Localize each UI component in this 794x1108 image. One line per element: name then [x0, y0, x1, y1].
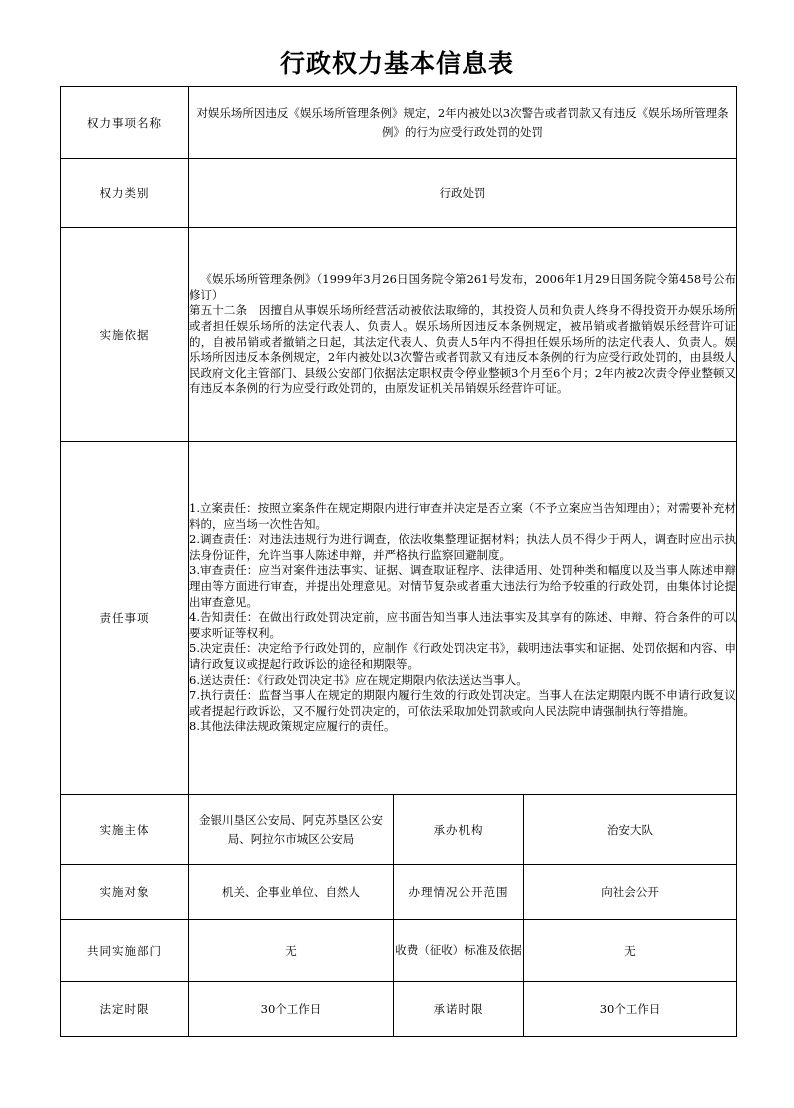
row-responsibility	[61, 442, 737, 795]
responsibility-item: 8.其他法律法规政策规定应履行的责任。	[189, 719, 396, 734]
value-handling-agency: 治安大队	[524, 795, 737, 865]
label-promised-time-limit: 承诺时限	[394, 982, 524, 1037]
label-power-type: 权力类别	[61, 159, 189, 228]
label-target: 实施对象	[61, 865, 189, 920]
label-legal-time-limit: 法定时限	[61, 982, 189, 1037]
value-power-name: 对娱乐场所因违反《娱乐场所管理条例》规定，2年内被处以3次警告或者罚款又有违反《娱乐场所管理条例》的行为应受行政处罚的处罚	[189, 87, 737, 159]
row-time-limit	[61, 982, 737, 1037]
value-fee-standard: 无	[524, 920, 737, 982]
label-joint-department: 共同实施部门	[61, 920, 189, 982]
value-basis	[189, 228, 737, 442]
info-table	[60, 86, 737, 1037]
label-basis: 实施依据	[61, 228, 189, 442]
responsibility-item: 6.送达责任：《行政处罚决定书》应在规定期限内依法送达当事人。	[189, 672, 528, 687]
value-joint-department: 无	[189, 920, 394, 982]
row-power-name	[61, 87, 737, 159]
row-subject	[61, 795, 737, 865]
value-responsibility	[189, 442, 737, 795]
row-target	[61, 865, 737, 920]
basis-paragraph-article: 第五十二条 因擅自从事娱乐场所经营活动被依法取缔的，其投资人员和负责人终身不得投资开办娱乐场所或者担任娱乐场所的法定代表人、负责人。娱乐场所因违反本条例规定，被吊销或者撤销娱乐经营许可证的，自被吊销或者撤销之日起，其法定代表人、负责人5年内不得担任娱乐场所的法定代表人、负责人。娱乐场所因违反本条例规定，2年内被处以3次警告或者罚款又有违反本条例的行为应受行政处罚的，由县级人民政府文化主管部门、县级公安部门依据法定职权责令停业整顿3个月至6个月；2年内被2次责令停业整顿又有违反本条例的行为应受行政处罚的，由原发证机关吊销娱乐经营许可证。	[189, 303, 737, 396]
label-subject: 实施主体	[61, 795, 189, 865]
basis-paragraph-regulation: 《娱乐场所管理条例》（1999年3月26日国务院令第261号发布，2006年1月29日国务院令第458号公布修订）	[189, 272, 737, 302]
value-power-type: 行政处罚	[189, 159, 737, 228]
responsibility-item: 2.调查责任：对违法违规行为进行调查，依法收集整理证据材料；执法人员不得少于两人，调查时应出示执法身份证件，允许当事人陈述申辩，并严格执行监察回避制度。	[189, 532, 737, 562]
responsibility-item: 5.决定责任：决定给予行政处罚的，应制作《行政处罚决定书》，载明违法事实和证据、处罚依据和内容、申请行政复议或提起行政诉讼的途径和期限等。	[189, 641, 737, 671]
page-title: 行政权力基本信息表	[279, 49, 514, 78]
value-promised-time-limit: 30个工作日	[524, 982, 737, 1037]
row-power-type	[61, 159, 737, 228]
responsibility-item: 4.告知责任：在做出行政处罚决定前，应书面告知当事人违法事实及其享有的陈述、申辩、符合条件的可以要求听证等权利。	[189, 610, 737, 640]
responsibility-item: 7.执行责任：监督当事人在规定的期限内履行生效的行政处罚决定。当事人在法定期限内既不申请行政复议或者提起行政诉讼，又不履行处罚决定的，可依法采取加处罚款或向人民法院申请强制执行等措施。	[189, 688, 737, 718]
value-legal-time-limit: 30个工作日	[189, 982, 394, 1037]
value-subject: 金银川垦区公安局、阿克苏垦区公安局、阿拉尔市城区公安局	[189, 795, 394, 865]
label-power-name: 权力事项名称	[61, 87, 189, 159]
label-handling-agency: 承办机构	[394, 795, 524, 865]
row-basis	[61, 228, 737, 442]
value-disclosure-scope: 向社会公开	[524, 865, 737, 920]
responsibility-item: 1.立案责任：按照立案条件在规定期限内进行审查并决定是否立案（不予立案应当告知理由）；对需要补充材料的，应当场一次性告知。	[189, 501, 737, 531]
label-disclosure-scope: 办理情况公开范围	[394, 865, 524, 920]
responsibility-item: 3.审查责任：应当对案件违法事实、证据、调查取证程序、法律适用、处罚种类和幅度以及当事人陈述申辩理由等方面进行审查，并提出处理意见。对情节复杂或者重大违法行为给予较重的行政处罚，由集体讨论提出审查意见。	[189, 563, 737, 609]
value-target: 机关、企事业单位、自然人	[189, 865, 394, 920]
row-joint-department	[61, 920, 737, 982]
label-fee-standard: 收费（征收）标准及依据	[394, 920, 524, 982]
label-responsibility: 责任事项	[61, 442, 189, 795]
